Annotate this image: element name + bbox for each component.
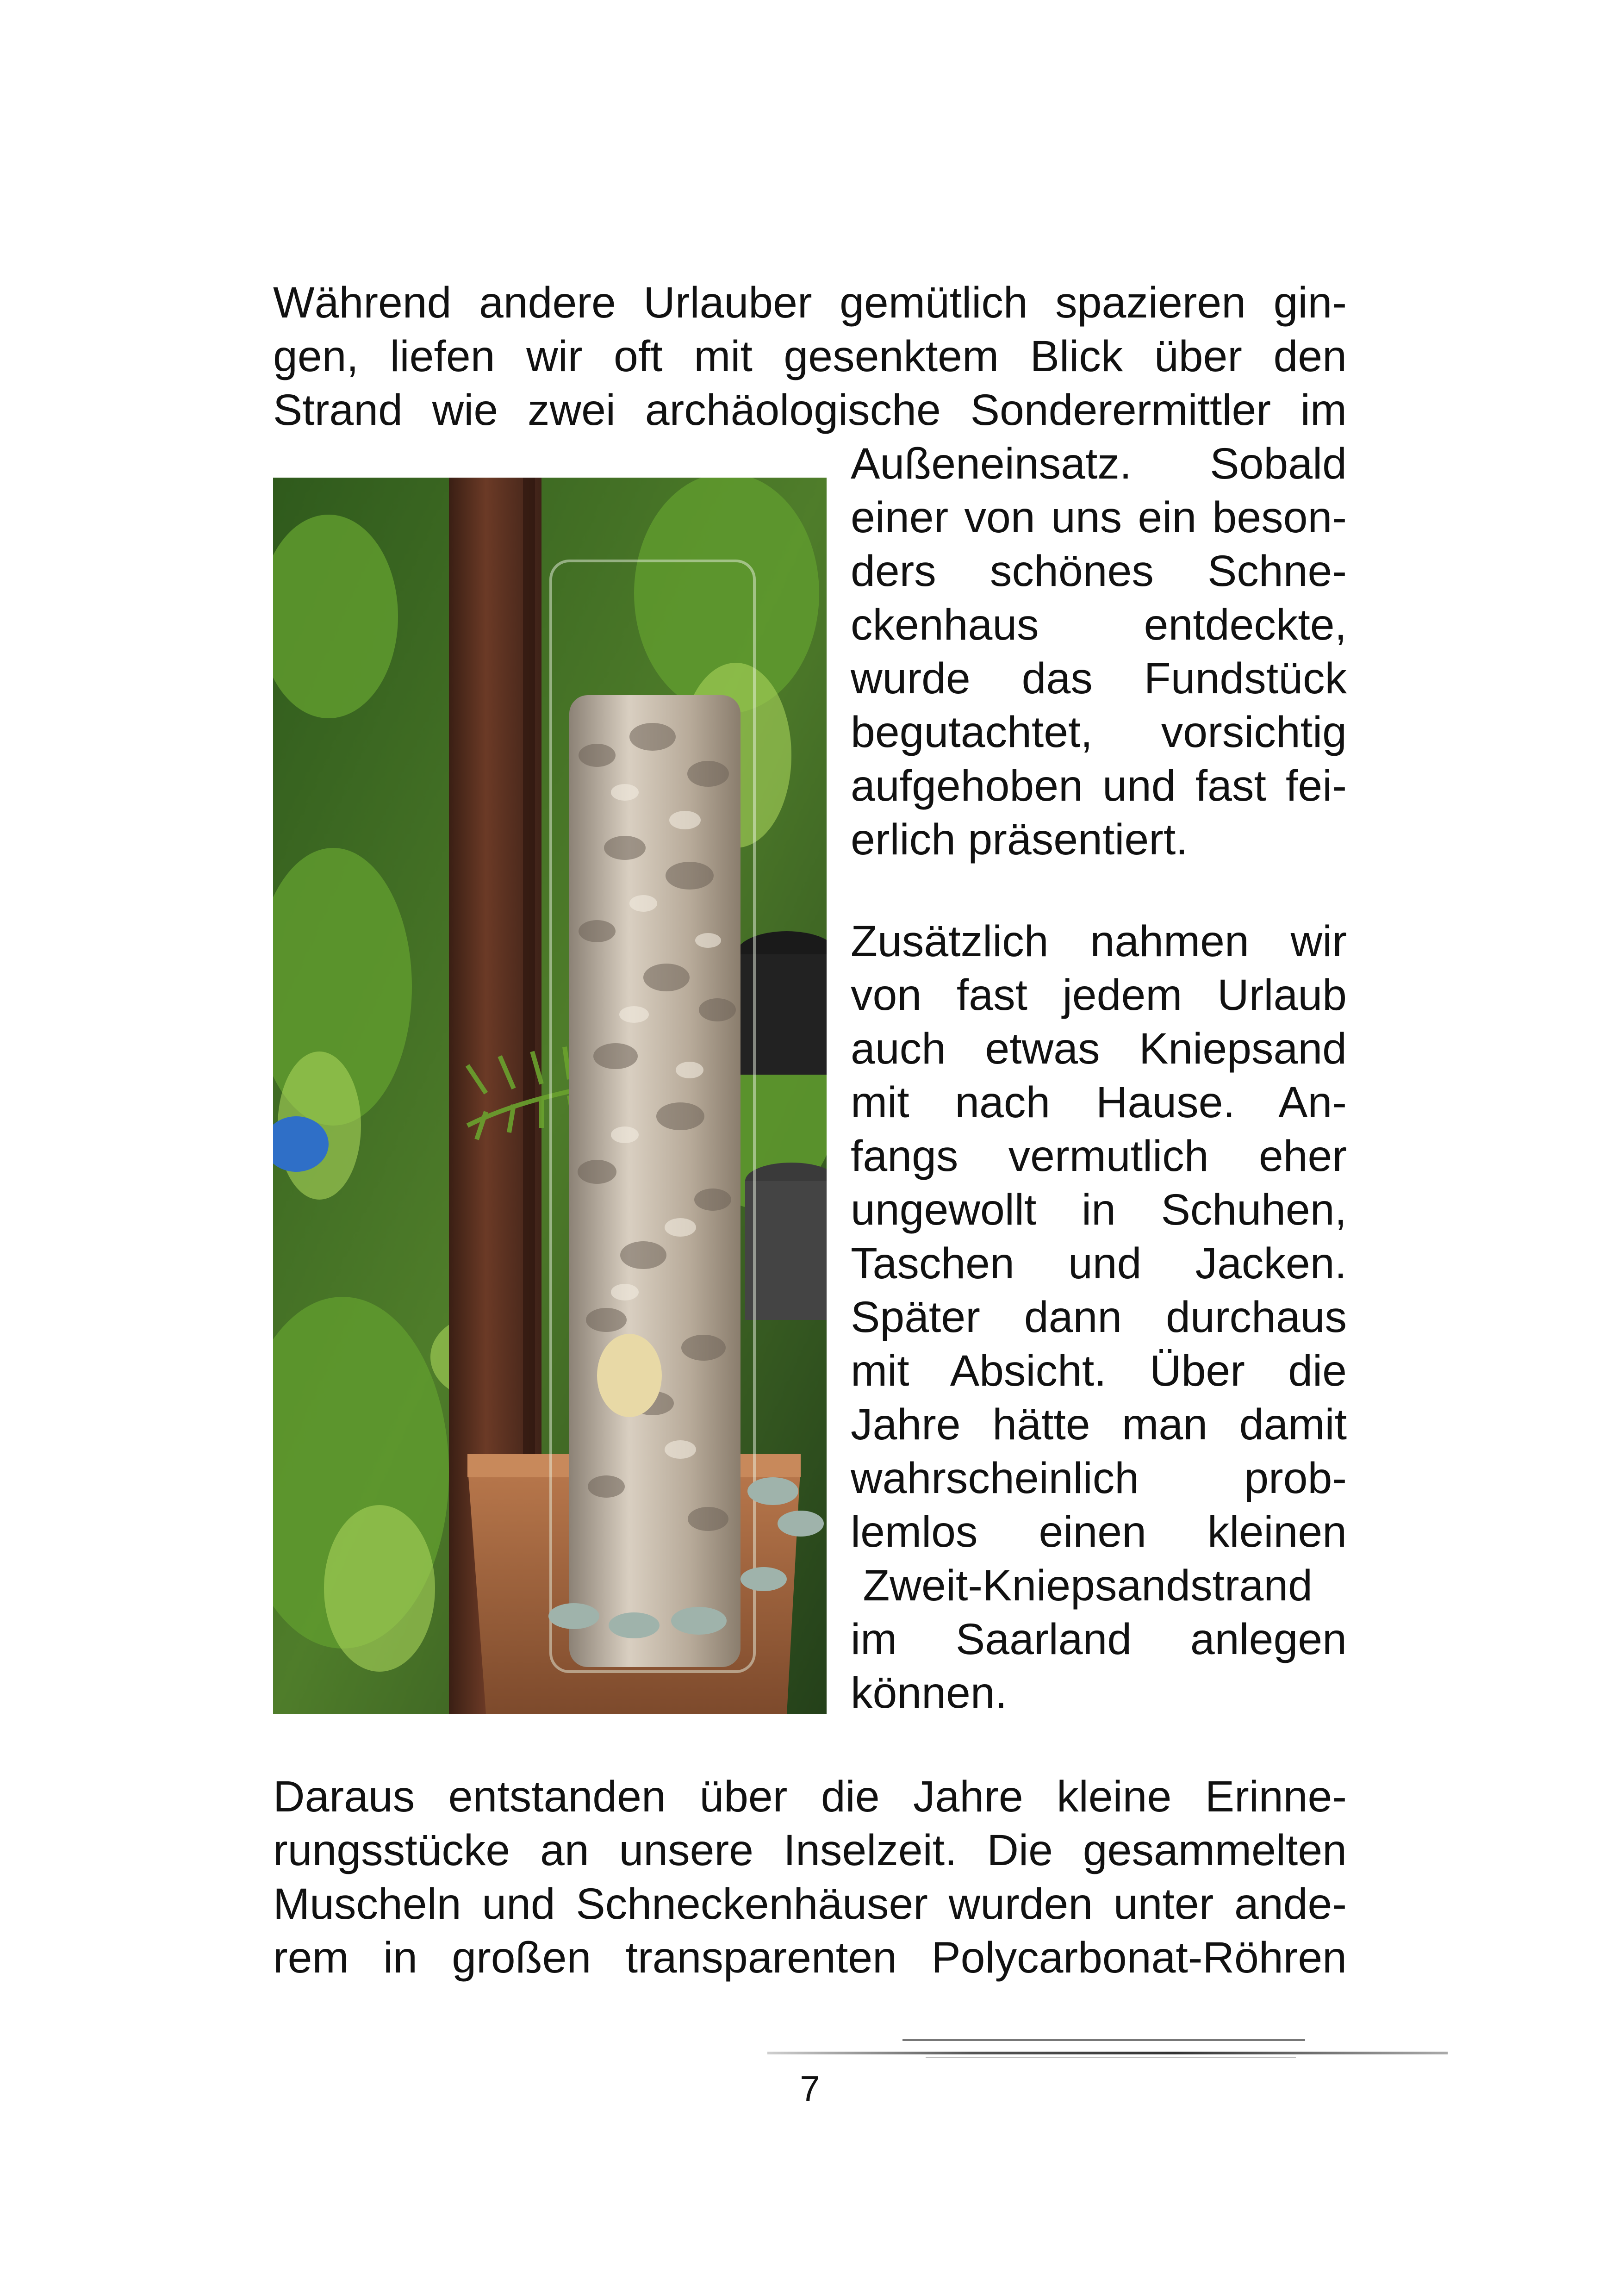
para2-col-line-13: Zweit-Kniepsandstrand <box>851 1561 1313 1610</box>
para1-col-line-7: aufgehoben und fast fei- <box>851 761 1347 810</box>
para3-line-3: Muscheln und Schneckenhäuser wurden unter ande- <box>273 1879 1347 1929</box>
para1-line-1: Während andere Urlauber gemütlich spazieren gin- <box>273 278 1347 327</box>
para2-col-line-6: ungewollt in Schuhen, <box>851 1185 1347 1234</box>
para1-col-line-3: ders schönes Schne- <box>851 547 1347 596</box>
photo-shell-tube <box>273 478 827 1714</box>
para2-col-line-9: mit Absicht. Über die <box>851 1346 1347 1395</box>
footer-rule-bottom <box>926 2057 1296 2058</box>
para2-col-line-15: können. <box>851 1668 1008 1717</box>
footer-rule-top <box>902 2039 1305 2041</box>
para2-col-line-8: Später dann durchaus <box>851 1293 1347 1342</box>
para3-line-1: Daraus entstanden über die Jahre kleine Erinne- <box>273 1772 1347 1821</box>
para1-col-line-2: einer von uns ein beson- <box>851 493 1347 542</box>
para1-line-2: gen, liefen wir oft mit gesenktem Blick über den <box>273 332 1347 381</box>
para1-col-line-6: begutachtet, vorsichtig <box>851 708 1347 757</box>
para2-col-line-5: fangs vermutlich eher <box>851 1132 1347 1181</box>
para3-line-4: rem in großen transparenten Polycarbonat-Röhren <box>273 1933 1347 1982</box>
para1-line-3: Strand wie zwei archäologische Sonderermittler im <box>273 386 1347 435</box>
para2-col-line-12: lemlos einen kleinen <box>851 1507 1347 1556</box>
para2-col-line-10: Jahre hätte man damit <box>851 1400 1347 1449</box>
para1-col-line-1: Außeneinsatz. Sobald <box>851 439 1347 488</box>
page-number: 7 <box>800 2068 820 2109</box>
para1-col-line-8: erlich präsentiert. <box>851 815 1188 864</box>
para1-col-line-5: wurde das Fundstück <box>851 654 1347 703</box>
para2-col-line-4: mit nach Hause. An- <box>851 1078 1347 1127</box>
para2-col-line-2: von fast jedem Urlaub <box>851 971 1347 1020</box>
para2-col-line-1: Zusätzlich nahmen wir <box>851 917 1347 966</box>
para3-line-2: rungsstücke an unsere Inselzeit. Die gesammelten <box>273 1826 1347 1875</box>
para2-col-line-7: Taschen und Jacken. <box>851 1239 1347 1288</box>
para1-col-line-4: ckenhaus entdeckte, <box>851 600 1347 649</box>
para2-col-line-11: wahrscheinlich prob- <box>851 1454 1347 1503</box>
para2-col-line-14: im Saarland anlegen <box>851 1615 1347 1664</box>
para2-col-line-3: auch etwas Kniepsand <box>851 1024 1347 1073</box>
footer-rule-main <box>767 2052 1448 2054</box>
